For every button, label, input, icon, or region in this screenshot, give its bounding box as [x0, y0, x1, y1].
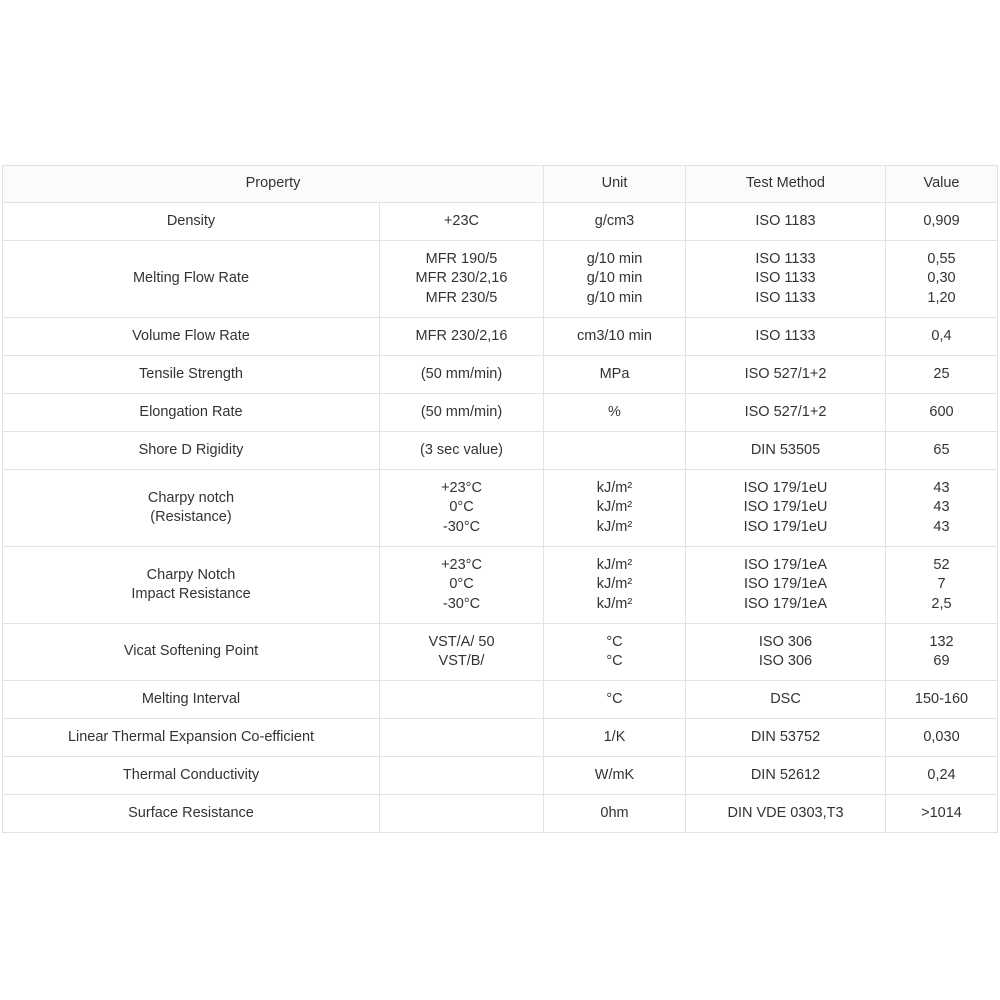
cell-value-line: 43 [933, 479, 950, 496]
cell-condition [380, 203, 544, 241]
cell-value [886, 681, 998, 719]
cell-value-line: 2,5 [931, 595, 952, 612]
cell-test-method [686, 719, 886, 757]
cell-value-line: 0,55 [927, 250, 956, 267]
cell-unit [544, 241, 686, 318]
table-row [3, 470, 998, 547]
cell-unit-line: MPa [599, 365, 630, 382]
cell-value-line: 52 [933, 556, 950, 573]
cell-test-method [686, 547, 886, 624]
cell-property [3, 432, 380, 470]
cell-condition-line: MFR 230/2,16 [415, 270, 508, 287]
cell-condition-line: 0°C [449, 499, 474, 516]
cell-unit-line: g/10 min [586, 270, 643, 287]
cell-property [3, 547, 380, 624]
cell-test-method-line: ISO 1183 [755, 212, 816, 229]
header-unit: Unit [544, 166, 686, 203]
cell-test-method-line: DIN VDE 0303,T3 [727, 804, 844, 821]
cell-value [886, 318, 998, 356]
cell-property-line: Vicat Softening Point [123, 643, 259, 660]
table-row [3, 394, 998, 432]
cell-property-line: Charpy Notch [146, 566, 236, 583]
cell-test-method [686, 394, 886, 432]
cell-property [3, 356, 380, 394]
cell-unit [544, 318, 686, 356]
cell-value-line: 0,030 [923, 728, 960, 745]
cell-property-line: Shore D Rigidity [138, 441, 244, 458]
cell-test-method-line: ISO 179/1eA [743, 595, 828, 612]
cell-test-method-line: ISO 1133 [755, 270, 816, 287]
cell-test-method-line: ISO 1133 [755, 250, 816, 267]
table-row [3, 318, 998, 356]
cell-value [886, 356, 998, 394]
cell-test-method-line: ISO 179/1eU [743, 518, 828, 535]
cell-value [886, 470, 998, 547]
cell-unit-line: g/10 min [586, 250, 643, 267]
cell-value-line: 0,24 [927, 766, 956, 783]
cell-value [886, 624, 998, 681]
cell-test-method-line: ISO 179/1eU [743, 479, 828, 496]
cell-test-method [686, 757, 886, 795]
cell-property [3, 795, 380, 833]
cell-value-line: 69 [933, 653, 950, 669]
cell-condition-line: (50 mm/min) [420, 365, 503, 382]
cell-condition-line: -30°C [442, 518, 481, 535]
cell-value [886, 241, 998, 318]
cell-property-line: Tensile Strength [139, 365, 243, 382]
table-row [3, 681, 998, 719]
header-row [3, 166, 998, 203]
cell-test-method-line: ISO 306 [758, 633, 813, 650]
cell-unit-line: g/10 min [586, 289, 643, 306]
cell-test-method-line: ISO 179/1eU [743, 499, 828, 516]
cell-test-method [686, 318, 886, 356]
cell-value [886, 547, 998, 624]
cell-value-line: 7 [937, 576, 946, 593]
cell-condition-line: +23C [443, 212, 480, 229]
cell-unit-line: g/cm3 [594, 212, 635, 229]
table-row [3, 757, 998, 795]
cell-unit [544, 432, 686, 470]
cell-unit-line: 1/K [603, 728, 626, 745]
cell-unit [544, 757, 686, 795]
cell-unit [544, 394, 686, 432]
cell-property [3, 394, 380, 432]
cell-test-method-line: ISO 306 [758, 653, 813, 669]
cell-unit [544, 547, 686, 624]
cell-condition [380, 795, 544, 833]
properties-table-container [2, 165, 997, 833]
cell-property [3, 719, 380, 757]
cell-condition-line: MFR 190/5 [425, 250, 498, 267]
cell-property [3, 470, 380, 547]
cell-property-line: Elongation Rate [139, 403, 243, 420]
cell-value-line: 43 [933, 499, 950, 516]
cell-test-method-line: DSC [770, 690, 801, 707]
properties-table [2, 165, 998, 833]
cell-unit-line: kJ/m² [596, 518, 633, 535]
cell-unit [544, 470, 686, 547]
cell-condition [380, 624, 544, 681]
cell-condition [380, 432, 544, 470]
table-row [3, 624, 998, 681]
cell-unit-line: °C [606, 690, 623, 707]
cell-unit [544, 795, 686, 833]
cell-property [3, 757, 380, 795]
table-row [3, 432, 998, 470]
cell-condition-line: +23°C [441, 556, 482, 573]
cell-property-line: Volume Flow Rate [132, 327, 250, 344]
table-row [3, 241, 998, 318]
cell-property-line: Melting Flow Rate [132, 270, 250, 287]
header-property: Property [3, 166, 544, 203]
cell-value [886, 394, 998, 432]
cell-value-line: 65 [933, 441, 950, 458]
cell-value-line: 0,4 [931, 327, 952, 344]
cell-test-method [686, 681, 886, 719]
cell-condition [380, 681, 544, 719]
cell-value-line: 25 [933, 365, 950, 382]
cell-property-line: (Resistance) [150, 509, 232, 525]
cell-value-line: 600 [929, 403, 954, 420]
cell-property-line: Melting Interval [141, 690, 241, 707]
cell-test-method [686, 432, 886, 470]
header-test-method: Test Method [686, 166, 886, 203]
cell-unit-line: kJ/m² [596, 576, 633, 593]
table-header [3, 166, 998, 203]
cell-property [3, 624, 380, 681]
cell-unit-line: kJ/m² [596, 556, 633, 573]
cell-test-method [686, 795, 886, 833]
cell-unit [544, 681, 686, 719]
cell-value-line: 132 [929, 633, 954, 650]
cell-unit-line: % [608, 403, 621, 420]
cell-property [3, 241, 380, 318]
cell-condition [380, 757, 544, 795]
cell-unit [544, 203, 686, 241]
table-row [3, 795, 998, 833]
cell-test-method [686, 624, 886, 681]
cell-test-method-line: DIN 53505 [750, 441, 821, 458]
cell-unit-line: °C [606, 633, 623, 650]
table-row [3, 356, 998, 394]
cell-test-method-line: ISO 179/1eA [743, 556, 828, 573]
cell-condition [380, 719, 544, 757]
cell-test-method-line: ISO 179/1eA [743, 576, 828, 593]
cell-condition [380, 241, 544, 318]
cell-test-method-line: DIN 52612 [750, 766, 821, 783]
cell-property-line: Surface Resistance [128, 804, 254, 821]
cell-test-method-line: ISO 527/1+2 [744, 403, 827, 420]
cell-unit [544, 356, 686, 394]
cell-value-line: 0,30 [927, 270, 956, 287]
cell-value-line: 150-160 [914, 690, 969, 707]
cell-test-method-line: ISO 1133 [755, 327, 816, 344]
cell-unit-line: 0hm [600, 804, 629, 821]
cell-condition [380, 547, 544, 624]
cell-property-line: Charpy notch [147, 489, 235, 506]
cell-unit [544, 624, 686, 681]
cell-test-method-line: ISO 1133 [755, 289, 816, 306]
cell-condition-line: 0°C [449, 576, 474, 593]
cell-unit-line: °C [606, 653, 623, 669]
cell-unit [544, 719, 686, 757]
cell-condition-line: MFR 230/2,16 [415, 327, 508, 344]
cell-value [886, 757, 998, 795]
cell-condition [380, 356, 544, 394]
cell-property-line: Impact Resistance [131, 586, 251, 602]
table-body [3, 203, 998, 833]
cell-condition [380, 394, 544, 432]
cell-unit-line: kJ/m² [596, 499, 633, 516]
table-row [3, 203, 998, 241]
cell-value-line: 1,20 [927, 289, 956, 306]
cell-condition-line: (50 mm/min) [420, 403, 503, 420]
cell-value [886, 432, 998, 470]
header-value: Value [886, 166, 998, 203]
cell-value-line: 43 [933, 518, 950, 535]
cell-condition-line: -30°C [442, 595, 481, 612]
cell-property [3, 318, 380, 356]
cell-test-method [686, 241, 886, 318]
table-row [3, 719, 998, 757]
cell-property-line: Thermal Conductivity [122, 766, 260, 783]
cell-property [3, 681, 380, 719]
cell-condition-line: VST/A/ 50 [428, 633, 495, 650]
cell-value [886, 795, 998, 833]
cell-test-method-line: DIN 53752 [750, 728, 821, 745]
cell-value-line: 0,909 [923, 212, 960, 229]
cell-value [886, 203, 998, 241]
cell-condition [380, 318, 544, 356]
cell-property [3, 203, 380, 241]
cell-unit-line: kJ/m² [596, 595, 633, 612]
cell-value [886, 719, 998, 757]
cell-test-method [686, 203, 886, 241]
cell-test-method [686, 356, 886, 394]
table-row [3, 547, 998, 624]
cell-property-line: Density [166, 212, 216, 229]
cell-condition-line: VST/B/ [438, 653, 485, 669]
cell-condition-line: MFR 230/5 [425, 289, 498, 306]
cell-test-method-line: ISO 527/1+2 [744, 365, 827, 382]
cell-unit-line: cm3/10 min [577, 327, 652, 344]
cell-test-method [686, 470, 886, 547]
cell-condition-line: +23°C [441, 479, 482, 496]
cell-unit-line: kJ/m² [596, 479, 633, 496]
cell-property-line: Linear Thermal Expansion Co-efficient [67, 728, 315, 745]
cell-condition-line: (3 sec value) [419, 441, 503, 458]
cell-value-line: >1014 [921, 804, 962, 821]
cell-condition [380, 470, 544, 547]
cell-unit-line: W/mK [594, 766, 635, 783]
